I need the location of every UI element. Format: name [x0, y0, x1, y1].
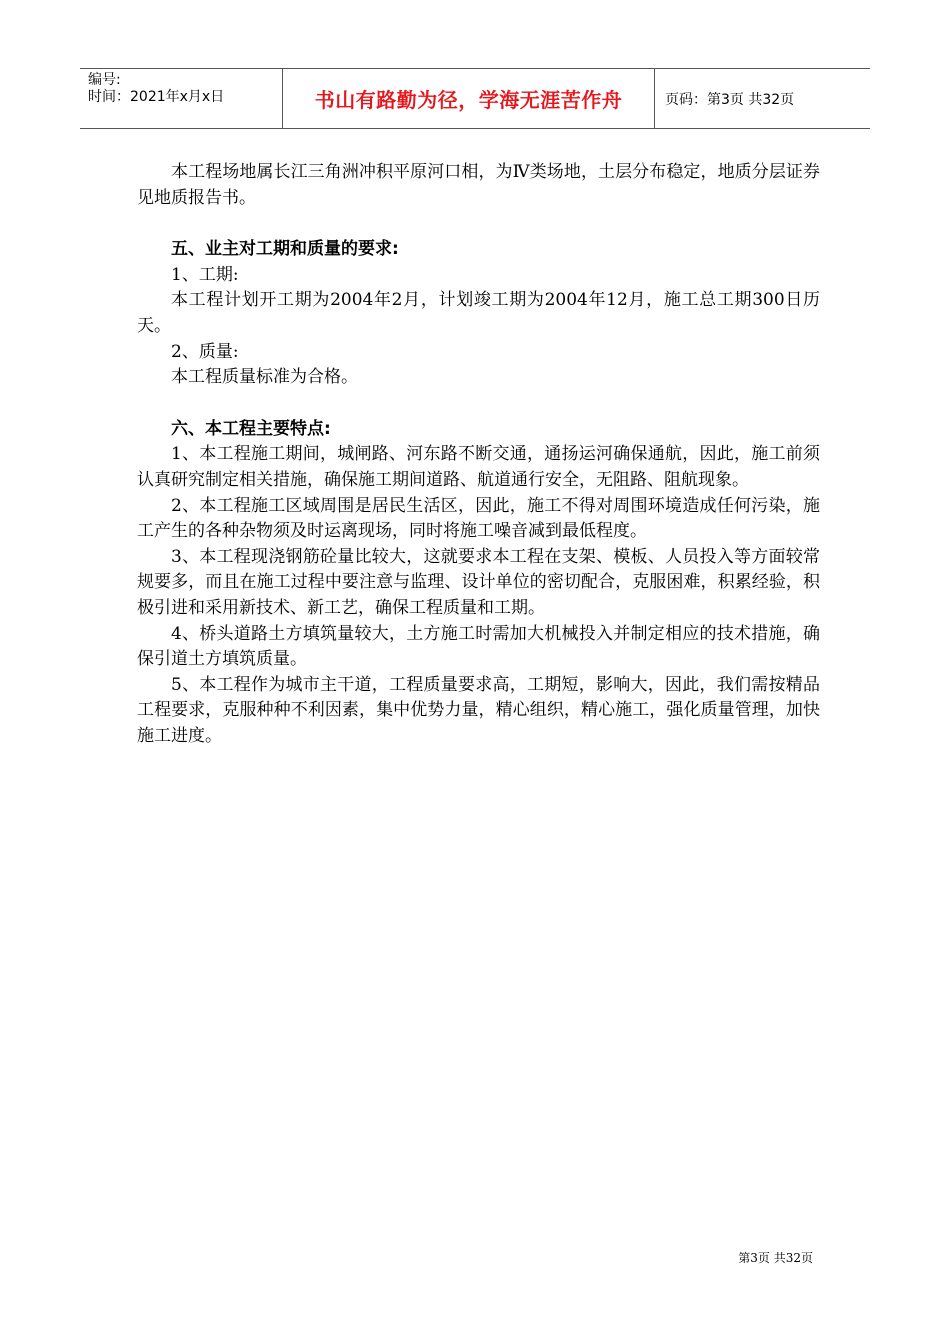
section-5-item-2-title: 2、质量:: [171, 341, 239, 362]
document-body: [137, 160, 820, 749]
header-page-info: 页码：第3页 共32页: [665, 91, 795, 108]
site-description: 本工程场地属长江三角洲冲积平原河口相，为Ⅳ类场地，土层分布稳定，地质分层证券见地质报告书。: [137, 162, 820, 208]
section-6-heading: 六、本工程主要特点:: [171, 418, 331, 439]
section-5-item-1-title: 1、工期:: [171, 264, 239, 285]
page-header: [80, 68, 870, 129]
section-6-paragraph-3: 3、本工程现浇钢筋砼量比较大，这就要求本工程在支架、模板、人员投入等方面较常规要多，而且在施工过程中要注意与监理、设计单位的密切配合，克服困难，积累经验，积极引进和采用新技术、新工艺，确保工程质量和工期。: [137, 546, 820, 618]
section-6-paragraph-4: 4、桥头道路土方填筑量较大，土方施工时需加大机械投入并制定相应的技术措施，确保引道土方填筑质量。: [137, 623, 820, 670]
document-date: 时间：2021年x月x日: [88, 89, 225, 105]
section-6-paragraph-5: 5、本工程作为城市主干道，工程质量要求高，工期短，影响大，因此，我们需按精品工程要求，克服种种不利因素，集中优势力量，精心组织，精心施工，强化质量管理，加快施工进度。: [137, 674, 820, 746]
section-5-item-1-text: 本工程计划开工期为2004年2月，计划竣工期为2004年12月，施工总工期300日历天。: [137, 290, 820, 336]
header-motto: 书山有路勤为径，学海无涯苦作舟: [282, 69, 655, 128]
section-6-paragraph-2: 2、本工程施工区域周围是居民生活区，因此，施工不得对周围环境造成任何污染，施工产生的各种杂物须及时运离现场，同时将施工噪音减到最低程度。: [137, 495, 820, 542]
section-6-paragraph-1: 1、本工程施工期间，城闸路、河东路不断交通，通扬运河确保通航，因此，施工前须认真研究制定相关措施，确保施工期间道路、航道通行安全，无阻路、阻航现象。: [137, 444, 820, 490]
document-number-label: 编号:: [88, 72, 121, 88]
header-meta: [80, 69, 282, 128]
page-footer: 第3页 共32页: [738, 1251, 813, 1265]
section-5-heading: 五、业主对工期和质量的要求:: [171, 239, 399, 260]
section-5-item-2-text: 本工程质量标准为合格。: [171, 367, 358, 388]
